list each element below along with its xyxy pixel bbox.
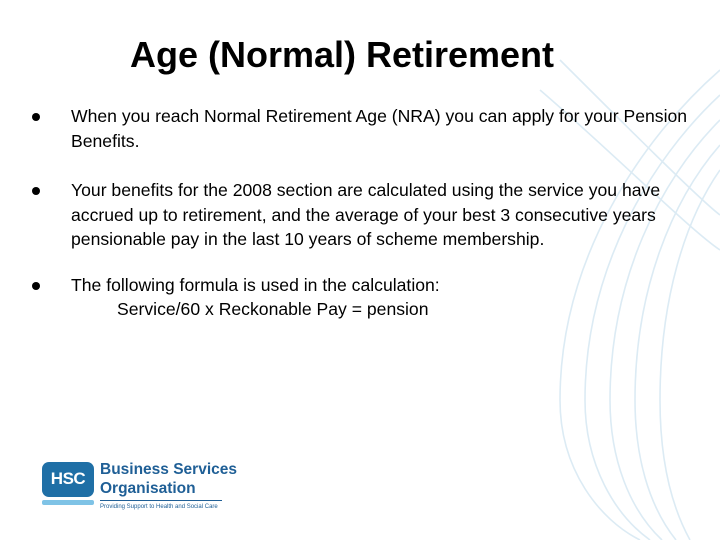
bullet-text: The following formula is used in the calculation: [71,274,440,295]
bullet-list [30,104,700,322]
formula-text: Service/60 x Reckonable Pay = pension [117,299,429,319]
bullet-item [30,104,700,153]
logo-name-line1: Business Services [100,461,238,478]
slide-title: Age (Normal) Retirement [129,34,555,75]
bullet-dot-icon [32,282,40,290]
bullet-item [30,273,700,322]
logo-name-line2: Organisation [100,480,196,497]
logo-badge-text: HSC [50,469,86,488]
bullet-dot-icon [32,113,40,121]
bullet-item [30,178,700,252]
hsc-badge-icon [42,462,94,497]
organisation-logo [40,460,238,516]
bullet-text: Your benefits for the 2008 section are calculated using the service you have accrued up to retirement, and the average of your best 3 consecutive years pensionable pay in the last 10 years of scheme membership. [71,180,661,249]
bullet-dot-icon [32,187,40,195]
logo-tagline: Providing Support to Health and Social Care [100,504,218,510]
logo-accent-bar [42,500,94,505]
bullet-text: When you reach Normal Retirement Age (NRA) you can apply for your Pension Benefits. [71,106,688,151]
logo-divider [100,500,222,501]
